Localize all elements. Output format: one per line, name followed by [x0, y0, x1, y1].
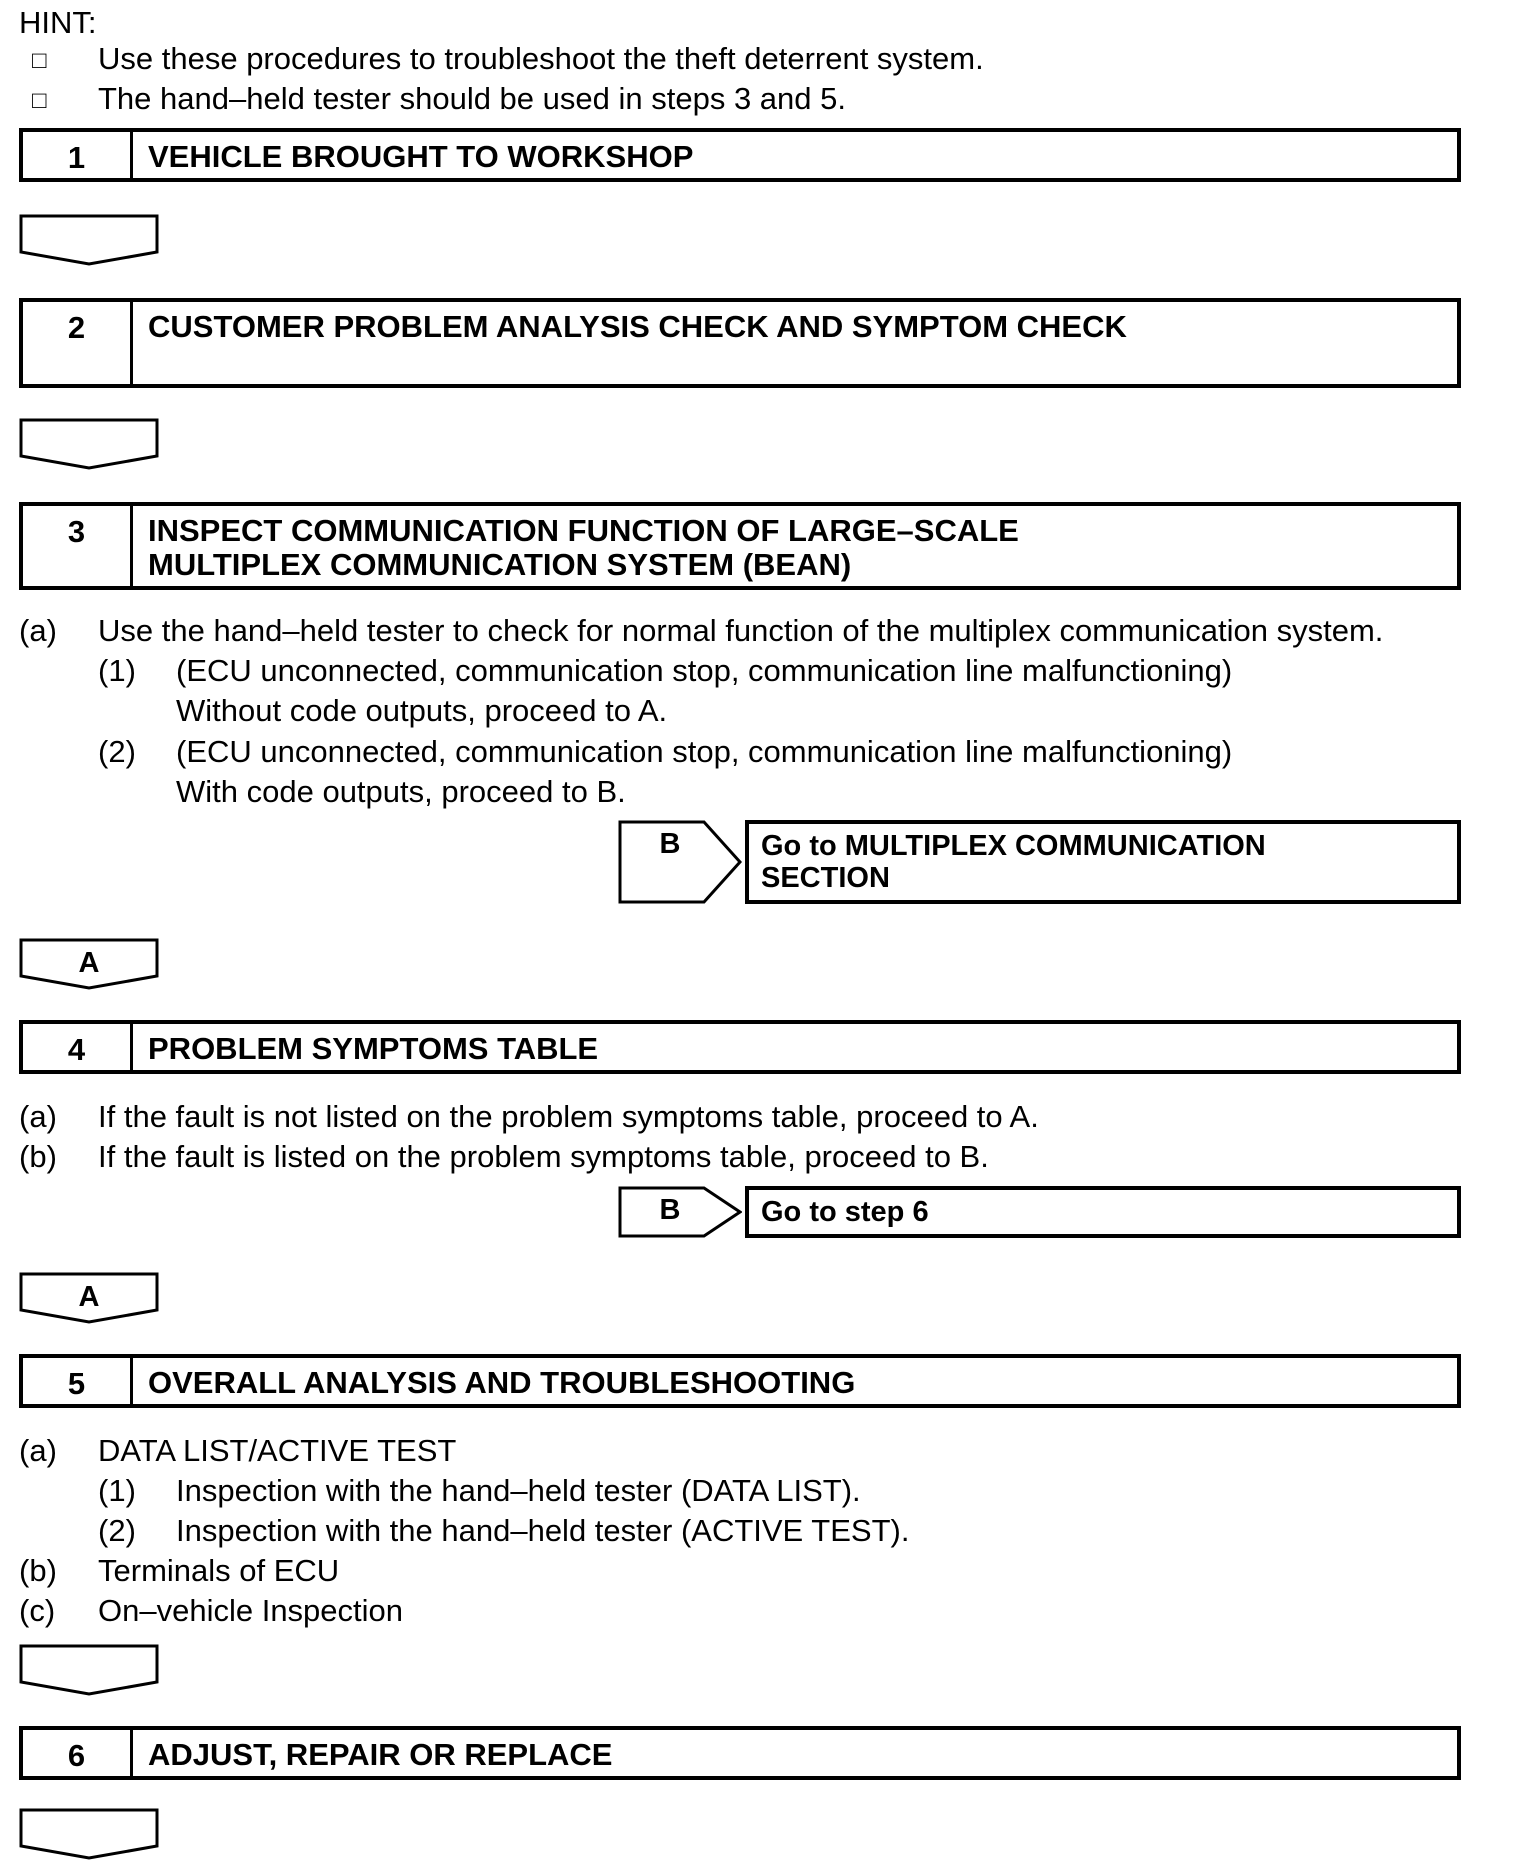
sub-item-text: With code outputs, proceed to B. [176, 774, 626, 809]
continue-arrow [19, 418, 159, 472]
step-3-header [19, 502, 1461, 590]
continue-arrow-a [19, 938, 159, 992]
item-label: (b) [19, 1553, 57, 1588]
goto-text: SECTION [761, 862, 890, 894]
bullet-icon: □ [32, 87, 47, 114]
goto-text: Go to step 6 [761, 1196, 929, 1228]
continue-arrow-a [19, 1272, 159, 1326]
arrow-label: A [78, 947, 100, 979]
bullet-icon: □ [32, 47, 47, 74]
step-title: VEHICLE BROUGHT TO WORKSHOP [148, 139, 694, 174]
branch-label: B [659, 1194, 681, 1226]
item-label: (a) [19, 1099, 57, 1134]
arrow-label: A [78, 1281, 100, 1313]
item-text: Terminals of ECU [98, 1553, 340, 1588]
step-2-header [19, 298, 1461, 388]
step-number: 6 [23, 1730, 133, 1776]
step-6-header [19, 1726, 1461, 1780]
goto-text: Go to MULTIPLEX COMMUNICATION [761, 830, 1266, 862]
continue-arrow [19, 1644, 159, 1698]
goto-multiplex-box [745, 820, 1461, 904]
branch-b-box [618, 820, 742, 904]
sub-item-text: Without code outputs, proceed to A. [176, 693, 668, 728]
item-text: If the fault is listed on the problem symptoms table, proceed to B. [98, 1139, 989, 1174]
step-number: 5 [23, 1358, 133, 1404]
step-title: INSPECT COMMUNICATION FUNCTION OF LARGE–SCALE MULTIPLEX COMMUNICATION SYSTEM (BEAN) [148, 513, 1019, 582]
branch-b-box [618, 1186, 742, 1238]
sub-item-label: (2) [98, 734, 136, 769]
item-text: If the fault is not listed on the problem symptoms table, proceed to A. [98, 1099, 1039, 1134]
sub-item-text: (ECU unconnected, communication stop, communication line malfunctioning) [176, 653, 1233, 688]
item-text: On–vehicle Inspection [98, 1593, 404, 1628]
step-title: OVERALL ANALYSIS AND TROUBLESHOOTING [148, 1365, 856, 1400]
step-1-header [19, 128, 1461, 182]
item-label: (a) [19, 613, 57, 648]
item-text: Use the hand–held tester to check for normal function of the multiplex communication system. [98, 613, 1384, 648]
hint-label: HINT: [19, 5, 97, 40]
step-number: 1 [23, 132, 133, 178]
item-label: (b) [19, 1139, 57, 1174]
step-4-header [19, 1020, 1461, 1074]
sub-item-text: Inspection with the hand–held tester (DATA LIST). [176, 1473, 861, 1508]
sub-item-text: Inspection with the hand–held tester (ACTIVE TEST). [176, 1513, 910, 1548]
step-number: 3 [23, 506, 133, 586]
sub-item-label: (1) [98, 653, 136, 688]
hint-item: Use these procedures to troubleshoot the theft deterrent system. [98, 41, 984, 76]
goto-step-6-box [745, 1186, 1461, 1238]
step-title: CUSTOMER PROBLEM ANALYSIS CHECK AND SYMPTOM CHECK [148, 309, 1127, 344]
continue-arrow [19, 214, 159, 268]
sub-item-label: (1) [98, 1473, 136, 1508]
sub-item-text: (ECU unconnected, communication stop, communication line malfunctioning) [176, 734, 1233, 769]
hint-item: The hand–held tester should be used in steps 3 and 5. [98, 81, 846, 116]
sub-item-label: (2) [98, 1513, 136, 1548]
continue-arrow [19, 1808, 159, 1862]
item-label: (c) [19, 1593, 56, 1628]
branch-label: B [659, 828, 681, 860]
step-number: 2 [23, 302, 133, 384]
step-title: ADJUST, REPAIR OR REPLACE [148, 1737, 613, 1772]
item-text: DATA LIST/ACTIVE TEST [98, 1433, 457, 1468]
item-label: (a) [19, 1433, 57, 1468]
step-title: PROBLEM SYMPTOMS TABLE [148, 1031, 599, 1066]
step-number: 4 [23, 1024, 133, 1070]
step-5-header [19, 1354, 1461, 1408]
